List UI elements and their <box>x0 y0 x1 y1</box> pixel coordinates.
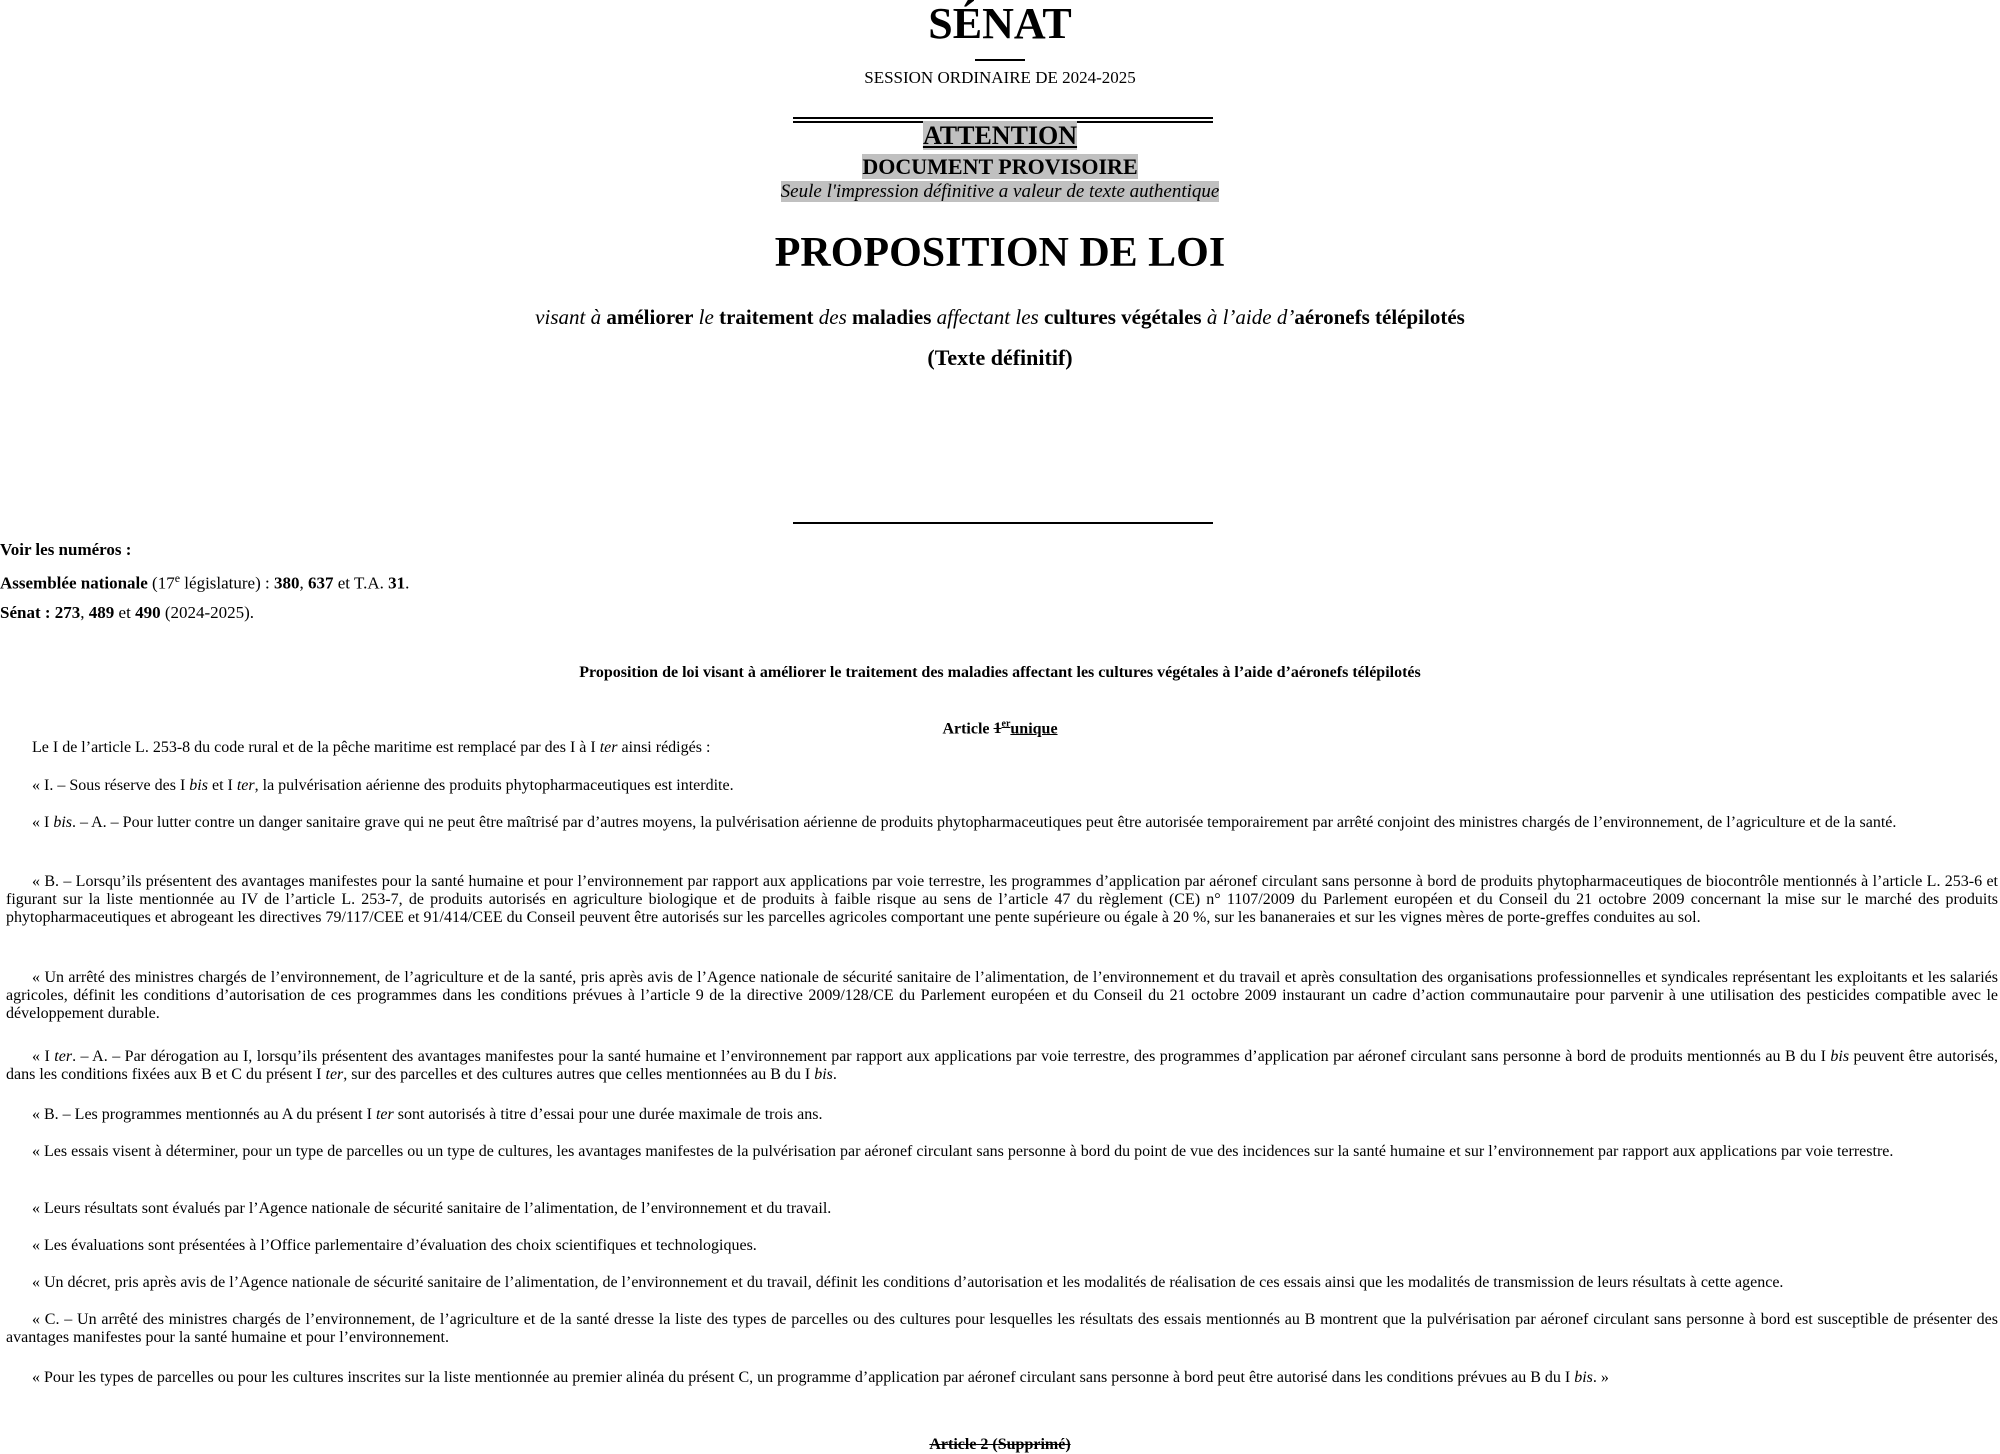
text-status: (Texte définitif) <box>927 345 1073 370</box>
paragraph-i-bis-a: « I bis. – A. – Pour lutter contre un danger sanitaire grave qui ne peut être maîtrisé par d’autres moyens, la pulvérisation aérienne de produits phytopharmaceutiques peut être autorisée temporairement par arrêté conjoint des ministres chargés de l’environnement, de l’agriculture et de la santé. <box>32 814 1897 831</box>
document-header <box>0 0 2000 88</box>
paragraph-final: « Pour les types de parcelles ou pour les cultures inscrites sur la liste mentionnée au premier alinéa du présent C, un programme d’application par aéronef circulant sans personne à bord peut être autorisé dans les conditions prévues au B du I bis. » <box>32 1369 1609 1386</box>
paragraph-intro: Le I de l’article L. 253-8 du code rural et de la pêche maritime est remplacé par des I à I ter ainsi rédigés : <box>32 739 711 756</box>
paragraph-arrete: « Un arrêté des ministres chargés de l’environnement, de l’agriculture et de la santé, pris après avis de l’Agence nationale de sécurité sanitaire de l’alimentation, de l’environnement et du travail et après consultation des organisations professionnelles et syndicales représentant les exploitants et les salariés agricoles, définit les conditions d’autorisation de ces programmes dans les conditions prévues à l’article 9 de la directive 2009/128/CE du Parlement européen et du Conseil du 21 octobre 2009 instaurant un cadre d’action communautaire pour parvenir à une utilisation des pesticides compatible avec le développement durable. <box>6 969 1998 1022</box>
paragraph-i-ter-b: « B. – Les programmes mentionnés au A du présent I ter sont autorisés à titre d’essai pour une durée maximale de trois ans. <box>32 1106 823 1123</box>
document-subtitle: visant à améliorer le traitement des maladies affectant les cultures végétales à l’aide d’aéronefs télépilotés <box>535 305 1465 329</box>
chamber-name: SÉNAT <box>928 0 1072 48</box>
references-senat: Sénat : 273, 489 et 490 (2024-2025). <box>0 602 255 622</box>
warning-attention: ATTENTION <box>922 121 1078 150</box>
paragraph-i: « I. – Sous réserve des I bis et I ter, la pulvérisation aérienne des produits phytopharmaceutiques est interdite. <box>32 777 734 794</box>
article-2-heading: Article 2 (Supprimé) <box>929 1436 1071 1453</box>
deleted-text: 1er <box>993 719 1011 738</box>
paragraph-decret: « Un décret, pris après avis de l’Agence nationale de sécurité sanitaire de l’alimentation, de l’environnement et du travail, définit les conditions d’autorisation et les modalités de réalisation de ces essais ainsi que les modalités de transmission de leurs résultats à cette agence. <box>32 1274 1784 1291</box>
paragraph-i-bis-b: « B. – Lorsqu’ils présentent des avantages manifestes pour la santé humaine et pour l’environnement par rapport aux applications par voie terrestre, les programmes d’application par aéronef circulant sans personne à bord de produits phytopharmaceutiques de biocontrôle mentionnés à l’article L. 253-6 et figurant sur la liste mentionnée au IV de l’article L. 253-7, de produits autorisés en agriculture biologique et de produits à faible risque au sens de l’article 47 du règlement (CE) n° 1107/2009 du Parlement européen et du Conseil du 21 octobre 2009 concernant la mise sur le marché des produits phytopharmaceutiques et abrogeant les directives 79/117/CEE et 91/414/CEE du Conseil peuvent être autorisés sur les parcelles agricoles comportant une pente supérieure ou égale à 20 %, sur les bananeraies et sur les vignes mères de porte-greffes conduites au sol. <box>6 873 1998 926</box>
session-label: SESSION ORDINAIRE DE 2024-2025 <box>864 68 1136 87</box>
body-title: Proposition de loi visant à améliorer le traitement des maladies affectant les cultures végétales à l’aide d’aéronefs télépilotés <box>579 664 1421 681</box>
article-1-heading: Article 1erunique <box>942 719 1058 738</box>
title-divider <box>793 522 1213 524</box>
paragraph-resultats: « Leurs résultats sont évalués par l’Agence nationale de sécurité sanitaire de l’alimentation, de l’environnement et du travail. <box>32 1200 832 1217</box>
paragraph-essais: « Les essais visent à déterminer, pour un type de parcelles ou un type de cultures, les avantages manifestes de la pulvérisation par aéronef circulant sans personne à bord du point de vue des incidences sur la santé humaine et sur l’environnement par rapport aux applications par voie terrestre. <box>32 1143 1894 1160</box>
paragraph-i-ter-c: « C. – Un arrêté des ministres chargés de l’environnement, de l’agriculture et de la santé dresse la liste des types de parcelles ou des cultures pour lesquelles les résultats des essais mentionnés au B montrent que la pulvérisation par aéronef circulant sans personne à bord est susceptible de présenter des avantages manifestes pour la santé humaine et pour l’environnement. <box>6 1311 1998 1346</box>
references-assemblee: Assemblée nationale (17e législature) : 380, 637 et T.A. 31. <box>0 571 410 593</box>
warning-provisional: DOCUMENT PROVISOIRE <box>862 154 1138 179</box>
paragraph-evaluations: « Les évaluations sont présentées à l’Office parlementaire d’évaluation des choix scientifiques et technologiques. <box>32 1237 757 1254</box>
references-block <box>0 535 700 627</box>
warning-authentic-note: Seule l'impression définitive a valeur de texte authentique <box>780 181 1220 202</box>
references-heading: Voir les numéros : <box>0 540 132 559</box>
document-title: PROPOSITION DE LOI <box>774 230 1226 276</box>
inserted-text: unique <box>1010 720 1058 738</box>
paragraph-i-ter-a: « I ter. – A. – Par dérogation au I, lorsqu’ils présentent des avantages manifestes pour la santé humaine et l’environnement par rapport aux applications par voie terrestre, des programmes d’application par aéronef circulant sans personne à bord de produits mentionnés au B du I bis peuvent être autorisés, dans les conditions fixées aux B et C du présent I ter, sur des parcelles et des cultures autres que celles mentionnées au B du I bis. <box>6 1048 1999 1083</box>
header-divider <box>975 59 1025 61</box>
